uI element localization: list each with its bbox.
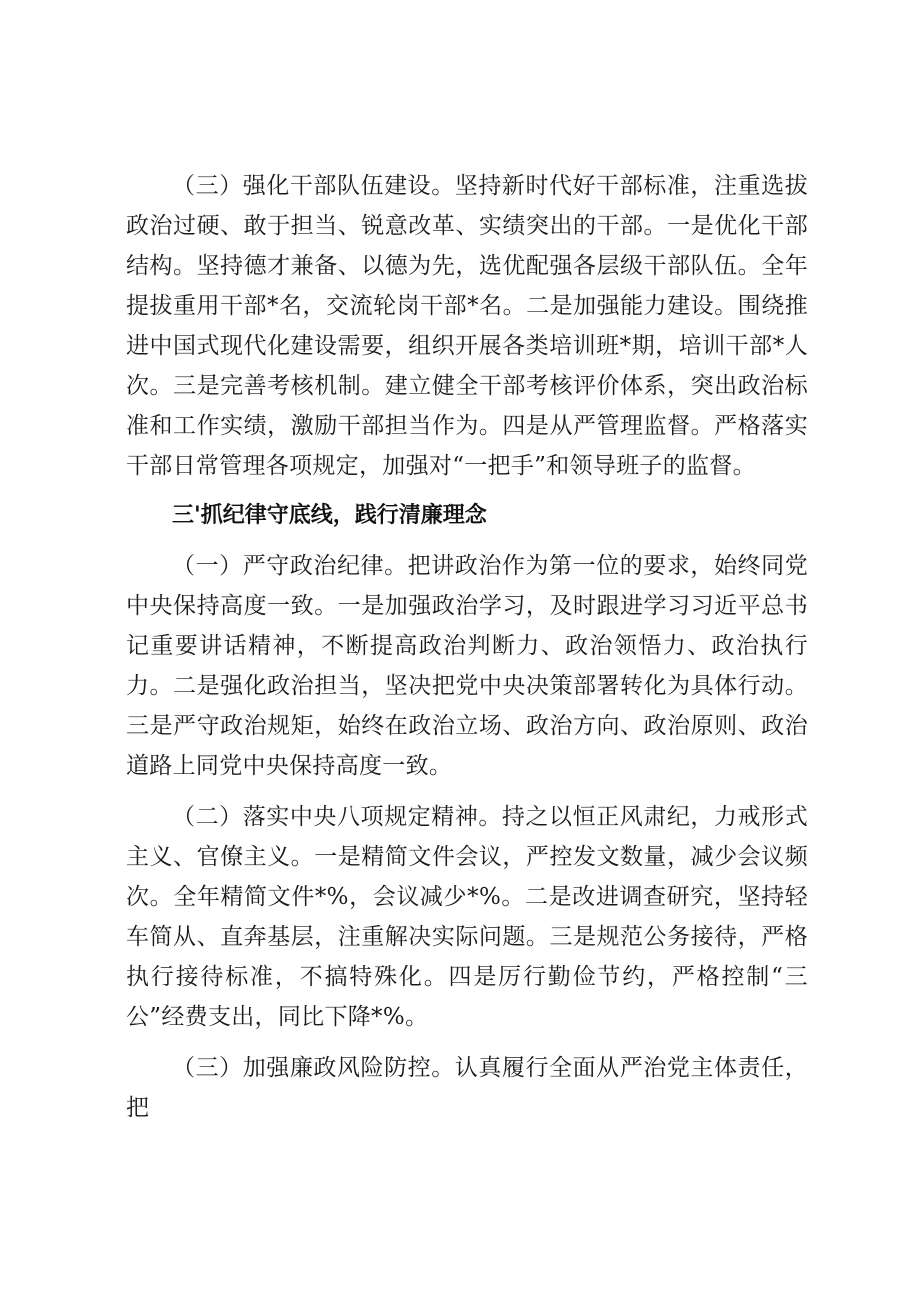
paragraph-cadre-team-building: （三）强化干部队伍建设。坚持新时代好干部标准，注重选拔政治过硬、敢于担当、锐意改革、实绩突出的干部。一是优化干部结构。坚持德才兼备、以德为先，选优配强各层级干部队伍。全年提拔重用干部*名，交流轮岗干部*名。二是加强能力建设。围绕推进中国式现代化建设需要，组织开展各类培训班*期，培训干部*人次。三是完善考核机制。建立健全干部考核评价体系，突出政治标准和工作实绩，激励干部担当作为。四是从严管理监督。严格落实干部日常管理各项规定，加强对“一把手”和领导班子的监督。: [126, 173, 808, 479]
paragraph-political-discipline: （一）严守政治纪律。把讲政治作为第一位的要求，始终同党中央保持高度一致。一是加强政治学习，及时跟进学习习近平总书记重要讲话精神，不断提高政治判断力、政治领悟力、政治执行力。二是强化政治担当，坚决把党中央决策部署转化为具体行动。三是严守政治规矩，始终在政治立场、政治方向、政治原则、政治道路上同党中央保持高度一致。: [126, 553, 808, 779]
paragraph-integrity-risk-control: （三）加强廉政风险防控。认真履行全面从严治党主体责任，把: [126, 1055, 808, 1121]
section-heading-discipline: 三'抓纪律守底线，践行清廉理念: [172, 503, 487, 528]
document-body: [126, 166, 808, 1139]
paragraph-eight-point-regulation: （二）落实中央八项规定精神。持之以恒正风肃纪，力戒形式主义、官僚主义。一是精简文件会议，严控发文数量，减少会议频次。全年精简文件*%，会议减少*%。二是改进调查研究，坚持轻车简从、直奔基层，注重解决实际问题。三是规范公务接待，严格执行接待标准，不搞特殊化。四是厉行勤俭节约，严格控制“三公”经费支出，同比下降*%。: [126, 804, 808, 1030]
